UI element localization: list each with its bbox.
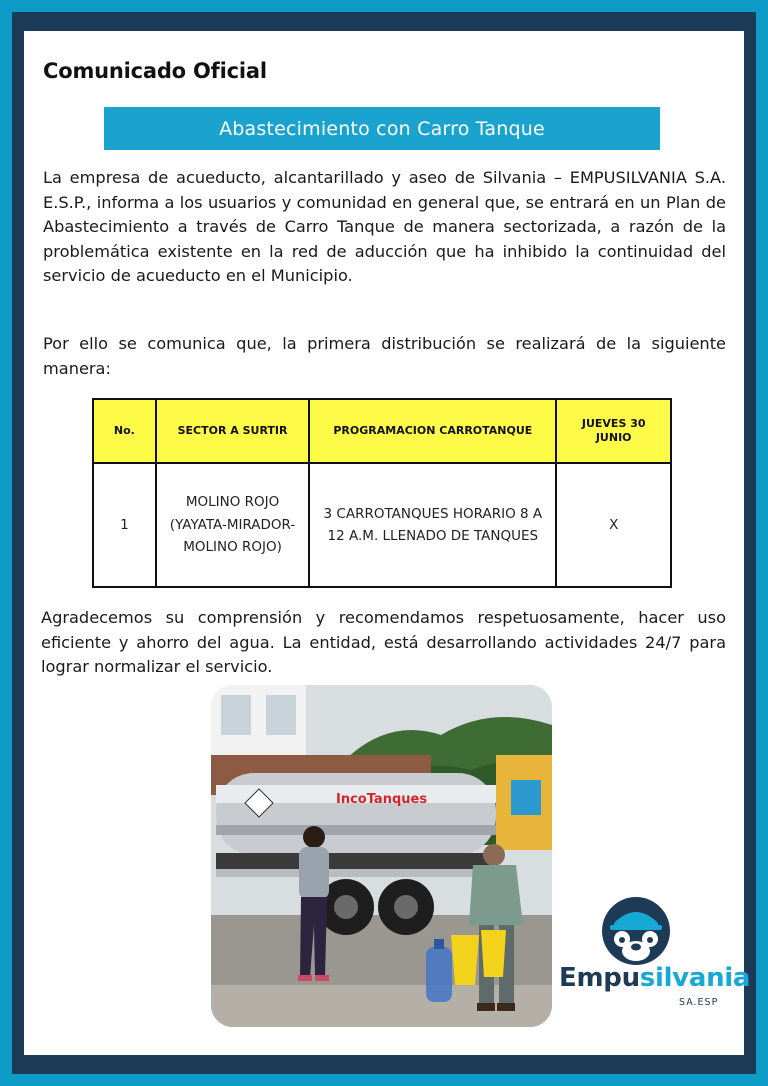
- header-sector: SECTOR A SURTIR: [156, 399, 309, 463]
- tank-brand-text: IncoTanques: [336, 792, 428, 807]
- bear-with-helmet-icon: [602, 897, 670, 965]
- cell-number: 1: [93, 463, 156, 587]
- tanker-truck-illustration: [211, 685, 552, 1027]
- logo-wordmark-part-2: silvania: [639, 963, 751, 993]
- subject-banner-text: Abastecimiento con Carro Tanque: [219, 117, 545, 140]
- cell-sector: MOLINO ROJO (YAYATA-MIRADOR-MOLINO ROJO): [156, 463, 309, 587]
- cell-date-mark: X: [556, 463, 671, 587]
- company-logo: [554, 893, 734, 1013]
- distribution-table: [92, 398, 672, 588]
- tanker-truck-photo: [211, 685, 552, 1027]
- logo-wordmark-part-1: Empu: [559, 963, 640, 993]
- table-row: [93, 463, 671, 587]
- document-page: [24, 31, 751, 1055]
- closing-paragraph: Agradecemos su comprensión y recomendamos respetuosamente, hacer uso eficiente y ahorro del agua. La entidad, está desarrollando actividades 24/7 para lograr normalizar el servicio.: [41, 608, 726, 676]
- intro-paragraph: La empresa de acueducto, alcantarillado y aseo de Silvania – EMPUSILVANIA S.A. E.S.P., informa a los usuarios y comunidad en general que, se entrará en un Plan de Abastecimiento a través de Carro Tanque de manera sectorizada, a razón de la problemática existente en la red de aducción que ha inhibido la continuidad del servicio de acueducto en el Municipio.: [43, 168, 726, 285]
- logo-subtitle: SA.ESP: [679, 997, 719, 1008]
- table-header-row: [93, 399, 671, 463]
- header-number: No.: [93, 399, 156, 463]
- logo-wordmark: [559, 963, 750, 993]
- subject-banner: [104, 107, 660, 150]
- cell-schedule: 3 CARROTANQUES HORARIO 8 A 12 A.M. LLENADO DE TANQUES: [309, 463, 556, 587]
- page-title: Comunicado Oficial: [43, 59, 267, 83]
- distribution-paragraph: Por ello se comunica que, la primera distribución se realizará de la siguiente manera:: [43, 334, 726, 378]
- header-schedule: PROGRAMACION CARROTANQUE: [309, 399, 556, 463]
- header-date: JUEVES 30 JUNIO: [556, 399, 671, 463]
